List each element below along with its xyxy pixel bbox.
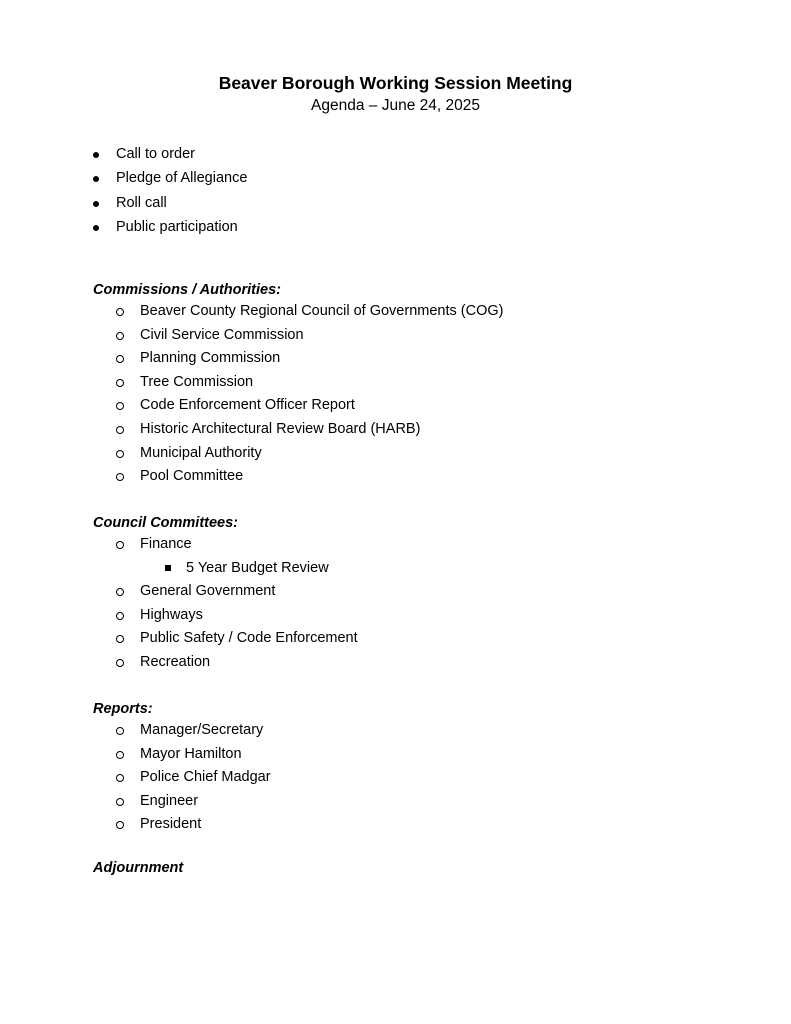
circle-bullet-icon — [116, 821, 124, 829]
list-item — [0, 813, 791, 837]
circle-bullet-icon — [116, 379, 124, 387]
council-committees-list — [0, 533, 791, 675]
list-item — [0, 418, 791, 442]
list-item — [0, 142, 791, 166]
circle-bullet-icon — [116, 751, 124, 759]
commissions-list — [0, 300, 791, 489]
list-item-label: Highways — [140, 606, 203, 623]
reports-heading: Reports: — [93, 701, 153, 717]
council-committees-heading: Council Committees: — [93, 515, 239, 531]
list-item — [0, 394, 791, 418]
list-item-label: Historic Architectural Review Board (HARB) — [140, 420, 421, 437]
list-item-label: Recreation — [140, 653, 211, 670]
list-item-label: Pledge of Allegiance — [116, 170, 248, 187]
list-item-label: Beaver County Regional Council of Governments (COG) — [140, 303, 504, 319]
list-item-label: Code Enforcement Officer Report — [140, 397, 355, 414]
list-item — [0, 627, 791, 651]
list-item-label: Municipal Authority — [140, 444, 262, 461]
list-item — [0, 191, 791, 215]
reports-list — [0, 719, 791, 837]
list-item-label: Police Chief Madgar — [140, 769, 271, 786]
list-item-label: 5 Year Budget Review — [186, 559, 329, 576]
list-item — [0, 604, 791, 628]
circle-bullet-icon — [116, 727, 124, 735]
list-item — [0, 719, 791, 743]
list-item — [0, 465, 791, 489]
list-item-label: Manager/Secretary — [140, 722, 264, 738]
list-item — [0, 371, 791, 395]
circle-bullet-icon — [116, 355, 124, 363]
list-item-label: General Government — [140, 583, 276, 600]
bullet-icon — [93, 201, 99, 207]
list-item-label: Finance — [140, 536, 192, 552]
list-item-label: Pool Committee — [140, 468, 244, 485]
list-item — [0, 300, 791, 324]
list-item — [0, 533, 791, 557]
circle-bullet-icon — [116, 541, 124, 549]
circle-bullet-icon — [116, 402, 124, 410]
circle-bullet-icon — [116, 635, 124, 643]
list-item-label: Call to order — [116, 146, 195, 162]
opening-items-list — [0, 142, 791, 239]
list-item-label: Mayor Hamilton — [140, 745, 242, 762]
list-item — [0, 442, 791, 466]
circle-bullet-icon — [116, 659, 124, 667]
list-item-label: President — [140, 816, 202, 833]
commissions-heading: Commissions / Authorities: — [93, 282, 281, 298]
list-item — [0, 651, 791, 675]
square-bullet-icon — [165, 565, 171, 571]
sub-list-item — [0, 557, 791, 581]
list-item — [0, 166, 791, 190]
list-item — [0, 580, 791, 604]
bullet-icon — [93, 152, 99, 158]
list-item-label: Public participation — [116, 218, 238, 235]
circle-bullet-icon — [116, 798, 124, 806]
list-item — [0, 743, 791, 767]
circle-bullet-icon — [116, 473, 124, 481]
list-item — [0, 324, 791, 348]
list-item-label: Roll call — [116, 194, 167, 211]
adjournment-heading: Adjournment — [93, 860, 184, 876]
circle-bullet-icon — [116, 426, 124, 434]
list-item-label: Civil Service Commission — [140, 326, 304, 343]
bullet-icon — [93, 176, 99, 182]
circle-bullet-icon — [116, 612, 124, 620]
document-subtitle: Agenda – June 24, 2025 — [311, 97, 480, 114]
circle-bullet-icon — [116, 450, 124, 458]
list-item — [0, 347, 791, 371]
list-item — [0, 215, 791, 239]
list-item-label: Public Safety / Code Enforcement — [140, 630, 358, 647]
list-item-label: Tree Commission — [140, 373, 254, 390]
circle-bullet-icon — [116, 308, 124, 316]
list-item-label: Planning Commission — [140, 350, 281, 367]
list-item-label: Engineer — [140, 792, 199, 809]
circle-bullet-icon — [116, 588, 124, 596]
list-item — [0, 790, 791, 814]
document-title: Beaver Borough Working Session Meeting — [218, 73, 573, 93]
circle-bullet-icon — [116, 774, 124, 782]
bullet-icon — [93, 225, 99, 231]
list-item — [0, 766, 791, 790]
circle-bullet-icon — [116, 332, 124, 340]
